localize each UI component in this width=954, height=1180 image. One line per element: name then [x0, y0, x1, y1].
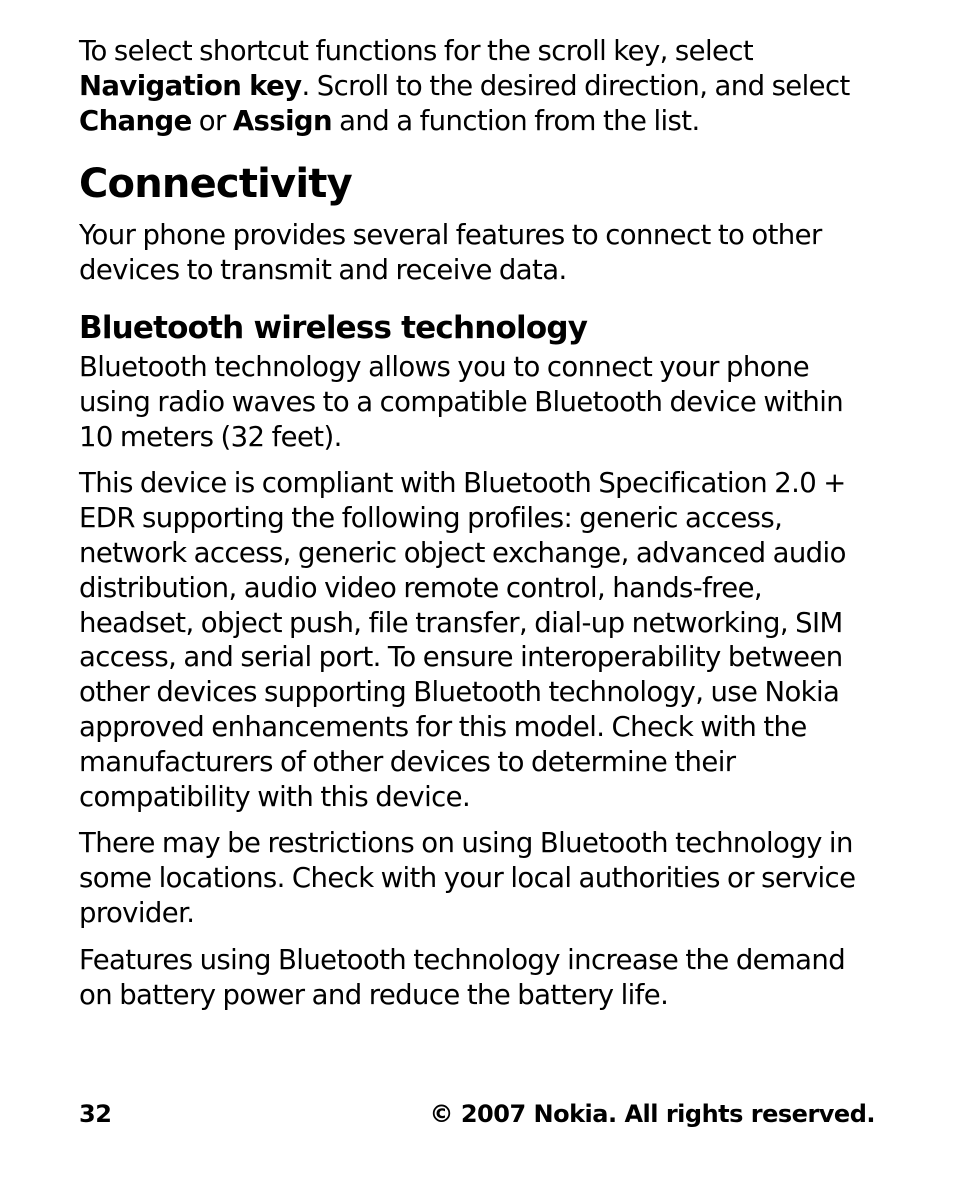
- section-paragraph: Your phone provides several features to connect to other devices to transmit and receive data.: [79, 219, 822, 287]
- copyright-notice: © 2007 Nokia. All rights reserved.: [429, 1100, 875, 1128]
- change-term: Change: [79, 104, 192, 137]
- subsection-heading: Bluetooth wireless technology: [79, 309, 588, 346]
- intro-text-4: and a function from the list.: [331, 104, 700, 137]
- intro-text-2: . Scroll to the desired direction, and select: [301, 69, 850, 102]
- section-heading: Connectivity: [79, 161, 352, 208]
- intro-text-3: or: [191, 104, 233, 137]
- bluetooth-paragraph-3: There may be restrictions on using Bluetooth technology in some locations. Check with your local authorities or service provider.: [79, 827, 856, 929]
- page-footer: [79, 1097, 875, 1131]
- assign-term: Assign: [232, 104, 332, 137]
- bluetooth-paragraph-4: Features using Bluetooth technology increase the demand on battery power and reduce the battery life.: [79, 943, 846, 1011]
- page-number: 32: [79, 1100, 112, 1128]
- bluetooth-paragraph-1: Bluetooth technology allows you to connect your phone using radio waves to a compatible Bluetooth device within 10 meters (32 feet).: [79, 350, 844, 453]
- intro-paragraph: [79, 34, 879, 138]
- intro-text-1: To select shortcut functions for the scroll key, select: [79, 35, 754, 67]
- navigation-key-term: Navigation key: [79, 69, 302, 102]
- bluetooth-paragraph-2: This device is compliant with Bluetooth Specification 2.0 + EDR supporting the following profiles: generic access, network access, generic object exchange, advanced audio distribution, audio video remote control, hands-free, headset, object push, file transfer, dial-up networking, SIM access, and serial port. To ensure interoperability between other devices supporting Bluetooth technology, use Nokia approved enhancements for this model. Check with the manufacturers of other devices to determine their compatibility with this device.: [79, 467, 846, 813]
- page-content: [79, 34, 879, 1012]
